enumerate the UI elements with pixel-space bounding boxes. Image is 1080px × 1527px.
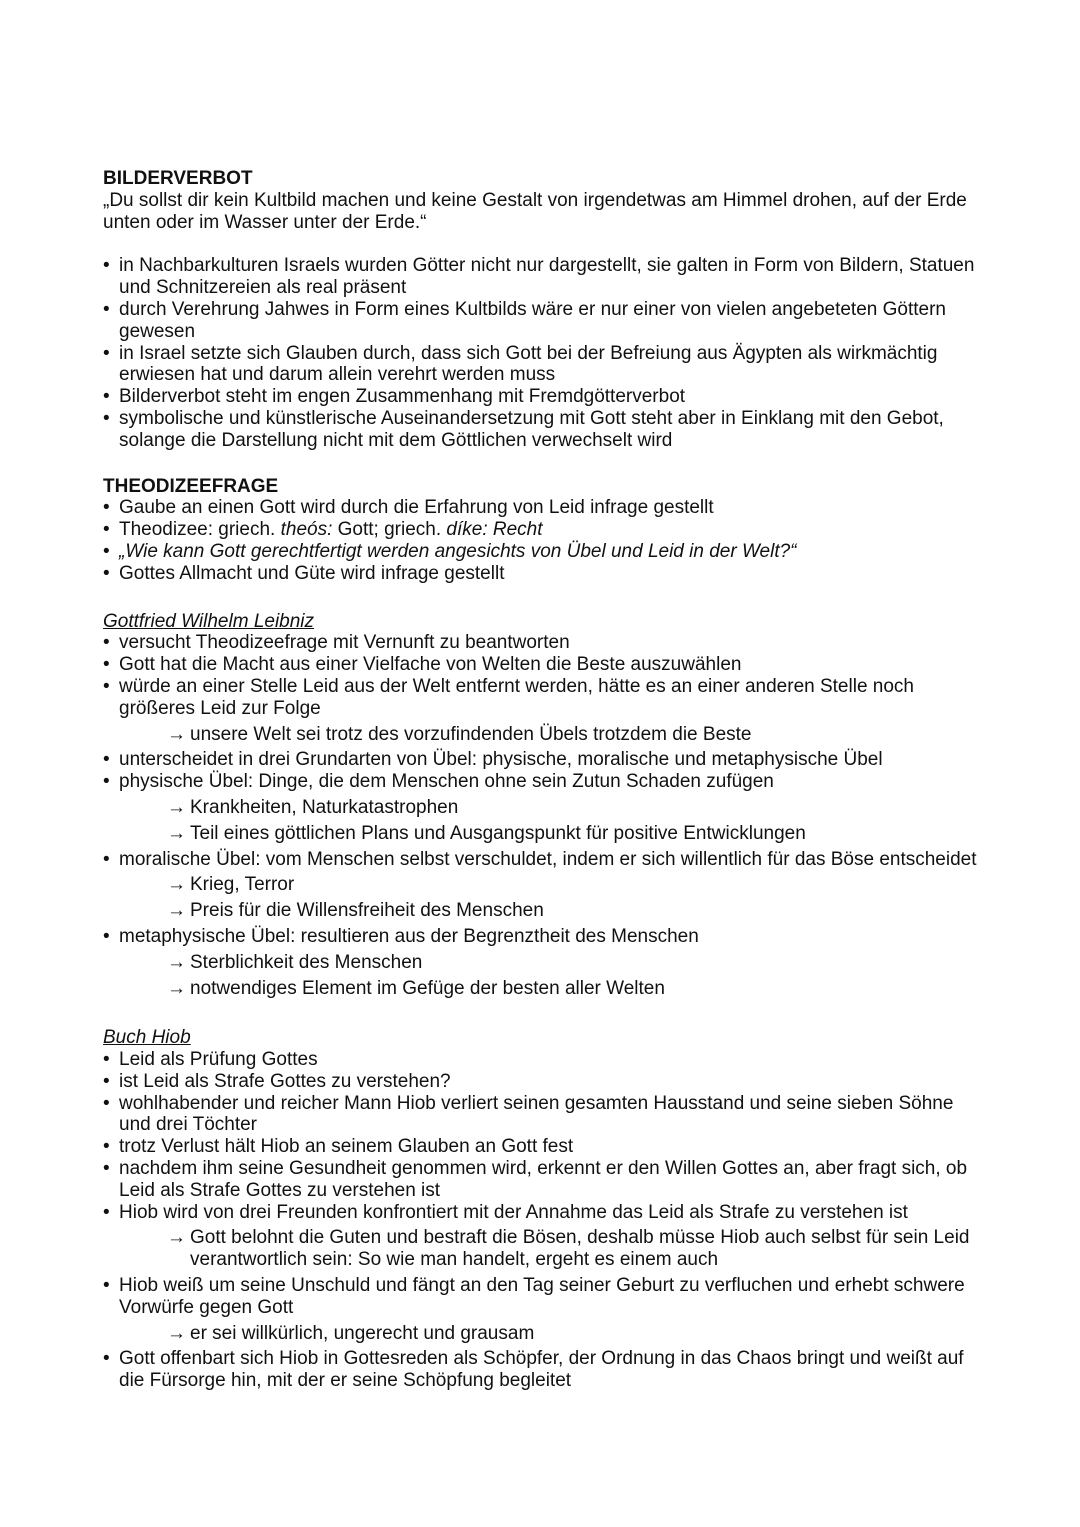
arrow-item [103, 874, 983, 896]
document-page [103, 168, 983, 1392]
list-item: • Gottes Allmacht und Güte wird infrage gestellt [103, 563, 983, 585]
list-item: • physische Übel: Dinge, die dem Menschen ohne sein Zutun Schaden zufügen [103, 771, 983, 793]
text: er sei willkürlich, ungerecht und grausam [190, 1322, 535, 1344]
arrow-right-icon: → [167, 900, 186, 922]
arrow-item [103, 823, 983, 845]
list-item: • würde an einer Stelle Leid aus der Welt entfernt werden, hätte es an einer anderen Stelle noch größeres Leid zur Folge [103, 676, 983, 720]
list-item: • symbolische und künstlerische Auseinandersetzung mit Gott steht aber in Einklang mit den Gebot, solange die Darstellung nicht mit dem Göttlichen verwechselt wird [103, 408, 983, 452]
arrow-right-icon: → [167, 1322, 186, 1344]
text: Theodizee: griech. [119, 519, 281, 541]
list-item: • wohlhabender und reicher Mann Hiob verliert seinen gesamten Hausstand und seine sieben Söhne und drei Töchter [103, 1093, 983, 1137]
arrow-item [103, 900, 983, 922]
list-bilderverbot [103, 255, 983, 451]
list-leibniz [103, 632, 983, 999]
term-dike: díke: Recht [446, 519, 543, 541]
list-item [103, 541, 983, 563]
list-item: • unterscheidet in drei Grundarten von Übel: physische, moralische und metaphysische Übel [103, 749, 983, 771]
list-item: • moralische Übel: vom Menschen selbst verschuldet, indem er sich willentlich für das Böse entscheidet [103, 849, 983, 871]
list-item: • metaphysische Übel: resultieren aus der Begrenztheit des Menschen [103, 926, 983, 948]
list-item: • trotz Verlust hält Hiob an seinem Glauben an Gott fest [103, 1136, 983, 1158]
list-item: • Leid als Prüfung Gottes [103, 1049, 983, 1071]
list-item: • nachdem ihm seine Gesundheit genommen wird, erkennt er den Willen Gottes an, aber fragt sich, ob Leid als Strafe Gottes zu verstehen ist [103, 1158, 983, 1202]
text: Gott; griech. [332, 519, 447, 541]
arrow-item [103, 952, 983, 974]
heading-buch-hiob: Buch Hiob [103, 1027, 191, 1049]
arrow-item [103, 724, 983, 746]
arrow-right-icon: → [167, 977, 186, 999]
list-item: • Gott hat die Macht aus einer Vielfache von Welten die Beste auszuwählen [103, 654, 983, 676]
text: Gott belohnt die Guten und bestraft die Bösen, deshalb müsse Hiob auch selbst für sein Leid verantwortlich sein: So wie man handelt, ergeht es einem auch [190, 1227, 970, 1271]
text: Teil eines göttlichen Plans und Ausgangspunkt für positive Entwicklungen [190, 822, 806, 844]
list-item: • Hiob weiß um seine Unschuld und fängt an den Tag seiner Geburt zu verfluchen und erhebt schwere Vorwürfe gegen Gott [103, 1275, 983, 1319]
list-item: • in Nachbarkulturen Israels wurden Götter nicht nur dargestellt, sie galten in Form von Bildern, Statuen und Schnitzereien als real präsent [103, 255, 983, 299]
arrow-right-icon: → [167, 723, 186, 745]
list-item: • Hiob wird von drei Freunden konfrontiert mit der Annahme das Leid als Strafe zu verstehen ist [103, 1202, 983, 1224]
list-item [103, 519, 983, 541]
list-item: • Bilderverbot steht im engen Zusammenhang mit Fremdgötterverbot [103, 386, 983, 408]
list-item: • Gott offenbart sich Hiob in Gottesreden als Schöpfer, der Ordnung in das Chaos bringt und weißt auf die Fürsorge hin, mit der er seine Schöpfung begleitet [103, 1348, 983, 1392]
list-item: • Gaube an einen Gott wird durch die Erfahrung von Leid infrage gestellt [103, 497, 983, 519]
text: Krieg, Terror [190, 874, 295, 896]
heading-bilderverbot: BILDERVERBOT [103, 168, 253, 189]
arrow-item [103, 797, 983, 819]
arrow-right-icon: → [167, 951, 186, 973]
heading-theodizeefrage: THEODIZEEFRAGE [103, 475, 279, 497]
quote-bilderverbot: „Du sollst dir kein Kultbild machen und keine Gestalt von irgendetwas am Himmel drohen, auf der Erde unten oder im Wasser unter der Erde.“ [103, 189, 967, 233]
arrow-item [103, 1227, 983, 1271]
arrow-item [103, 978, 983, 1000]
arrow-right-icon: → [167, 796, 186, 818]
list-theodizee [103, 497, 983, 584]
arrow-right-icon: → [167, 822, 186, 844]
list-item: • durch Verehrung Jahwes in Form eines Kultbilds wäre er nur einer von vielen angebeteten Göttern gewesen [103, 299, 983, 343]
list-item: • versucht Theodizeefrage mit Vernunft zu beantworten [103, 632, 983, 654]
arrow-right-icon: → [167, 874, 186, 896]
arrow-item [103, 1323, 983, 1345]
text: Sterblichkeit des Menschen [190, 951, 423, 973]
text: notwendiges Element im Gefüge der besten aller Welten [190, 977, 665, 999]
quote-theodizee: „Wie kann Gott gerechtfertigt werden angesichts von Übel und Leid in der Welt?“ [119, 540, 797, 562]
heading-leibniz: Gottfried Wilhelm Leibniz [103, 610, 315, 632]
list-item: • ist Leid als Strafe Gottes zu verstehen? [103, 1071, 983, 1093]
text: unsere Welt sei trotz des vorzufindenden Übels trotzdem die Beste [190, 723, 752, 745]
term-theos: theós: [280, 519, 333, 541]
text: Krankheiten, Naturkatastrophen [190, 796, 459, 818]
list-hiob [103, 1049, 983, 1392]
arrow-right-icon: → [167, 1227, 186, 1249]
text: Preis für die Willensfreiheit des Menschen [190, 900, 544, 922]
list-item: • in Israel setzte sich Glauben durch, dass sich Gott bei der Befreiung aus Ägypten als wirkmächtig erwiesen hat und darum allein verehrt werden muss [103, 343, 983, 387]
